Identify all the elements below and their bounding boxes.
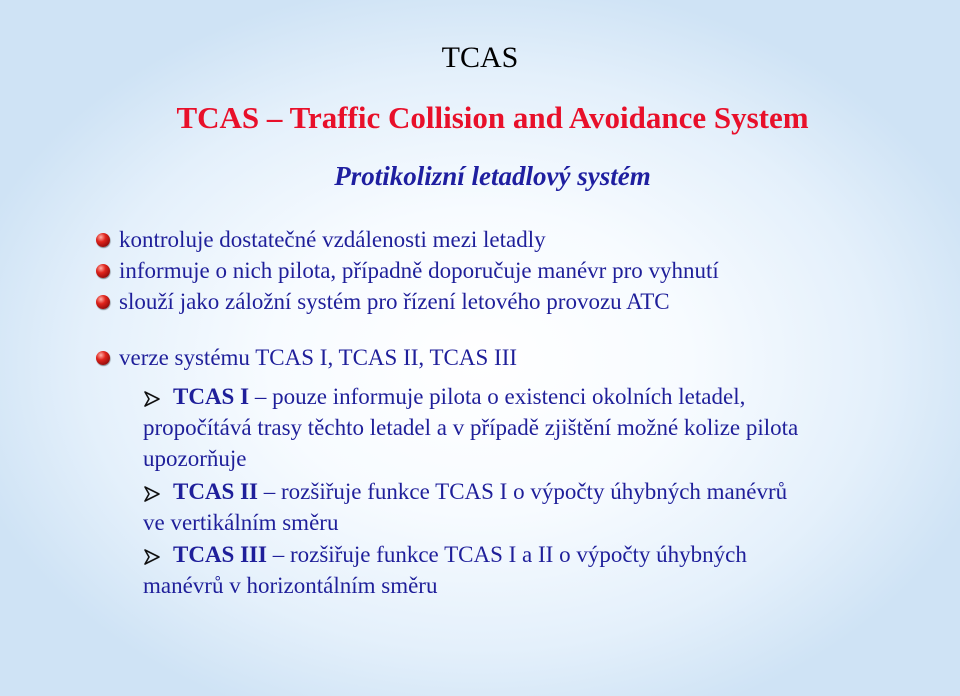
red-ball-bullet-icon (96, 351, 110, 365)
sub-item-text: manévrů v horizontálním směru (143, 573, 438, 598)
sub-item-text: ve vertikálním směru (143, 510, 339, 535)
sub-item-term: TCAS I (173, 384, 250, 409)
arrowhead-bullet-icon (143, 390, 165, 408)
arrowhead-bullet-icon (143, 485, 165, 503)
list-item (96, 224, 936, 255)
arrowhead-bullet-icon (143, 548, 165, 566)
sub-item-term: TCAS III (173, 542, 267, 567)
sub-item-text: upozorňuje (143, 446, 247, 471)
list-item-text: informuje o nich pilota, případně doporučuje manévr pro vyhnutí (119, 258, 719, 283)
sub-list-item-tcas-3 (143, 539, 903, 601)
sub-item-text: – rozšiřuje funkce TCAS I a II o výpočty úhybných (266, 542, 747, 567)
list-item-text: verze systému TCAS I, TCAS II, TCAS III (119, 345, 518, 370)
list-item-text: slouží jako záložní systém pro řízení letového provozu ATC (119, 289, 670, 314)
list-item (96, 286, 936, 317)
list-item (96, 255, 936, 286)
sub-list-item-tcas-2 (143, 476, 903, 538)
red-ball-bullet-icon (96, 233, 110, 247)
sub-item-text: – rozšiřuje funkce TCAS I o výpočty úhybných manévrů (258, 479, 788, 504)
slide-subtitle: Protikolizní letadlový systém (334, 161, 651, 191)
sub-item-text: propočítává trasy těchto letadel a v případě zjištění možné kolize pilota (143, 415, 799, 440)
list-item-text: kontroluje dostatečné vzdálenosti mezi letadly (119, 227, 546, 252)
red-ball-bullet-icon (96, 295, 110, 309)
bullet-list (96, 224, 936, 373)
sub-list-item-tcas-1 (143, 381, 903, 474)
sub-item-text: – pouze informuje pilota o existenci okolních letadel, (249, 384, 746, 409)
sub-item-term: TCAS II (173, 479, 259, 504)
slide-top-title: TCAS (441, 41, 519, 74)
red-ball-bullet-icon (96, 264, 110, 278)
slide-heading: TCAS – Traffic Collision and Avoidance System (176, 100, 809, 135)
list-item (96, 342, 936, 373)
